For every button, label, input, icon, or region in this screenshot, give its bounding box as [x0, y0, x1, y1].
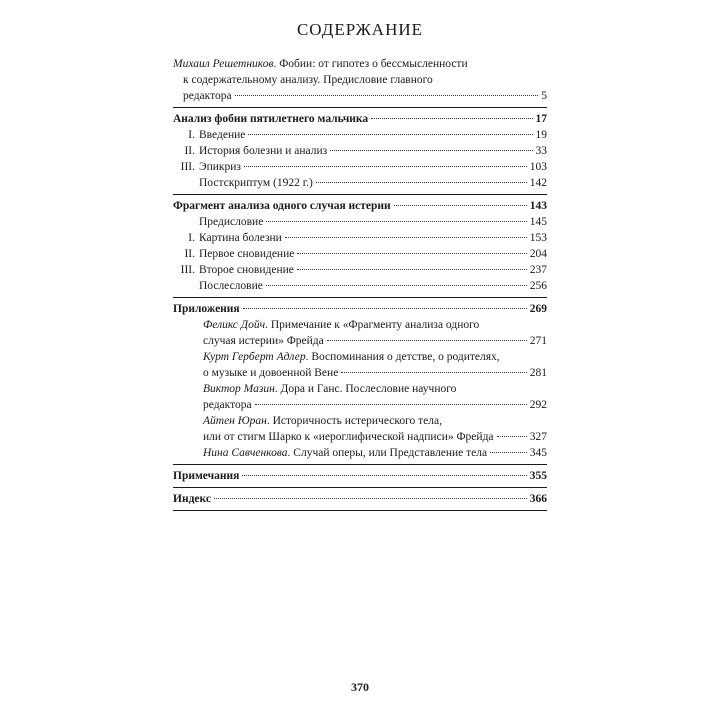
leader-dots [266, 221, 526, 222]
section2-title: Фрагмент анализа одного случая истерии [173, 200, 391, 212]
entry-page: 142 [529, 177, 547, 189]
leader-dots [244, 166, 527, 167]
appendix-author: Нина Савченкова [203, 447, 288, 459]
leader-dots [330, 150, 532, 151]
appendix-page: 281 [529, 367, 547, 379]
appendix-title-line2: или от стигм Шарко к «иероглифической надписи» Фрейда [203, 431, 494, 443]
appendix-title-line1: . Примечание к «Фрагменту анализа одного [265, 319, 480, 331]
section1-page: 17 [535, 113, 547, 125]
toc-entry-appendix-line2 [173, 365, 547, 381]
toc-section-1 [173, 111, 547, 127]
entry-number: I. [188, 129, 195, 141]
toc-section-3 [173, 301, 547, 317]
preface-title-line2: к содержательному анализу. Предисловие главного [183, 74, 433, 86]
toc-section-index [173, 491, 547, 507]
section3-page: 269 [529, 303, 547, 315]
toc-section-notes [173, 468, 547, 484]
leader-dots [285, 237, 527, 238]
entry-label: История болезни и анализ [199, 145, 328, 157]
appendix-author: Курт Герберт Адлер [203, 351, 306, 363]
leader-dots [235, 95, 539, 96]
section-divider [173, 464, 547, 465]
preface-page: 5 [541, 90, 547, 102]
entry-page: 204 [529, 248, 547, 260]
leader-dots [371, 118, 532, 119]
entry-label: Введение [199, 129, 246, 141]
toc-entry-appendix-line2 [173, 333, 547, 349]
leader-dots [316, 182, 527, 183]
section2-page: 143 [529, 200, 547, 212]
leader-dots [297, 269, 527, 270]
toc-entry-appendix-line1 [173, 381, 547, 397]
appendix-title-line1: . Дора и Ганс. Послесловие научного [274, 383, 457, 395]
entry-label: Первое сновидение [199, 248, 295, 260]
appendix-title-line1: . Воспоминания о детстве, о родителях, [305, 351, 500, 363]
entry-page: 145 [529, 216, 547, 228]
toc-entry-preface-line3 [173, 88, 547, 104]
preface-title-line1: . Фобии: от гипотез о бессмысленности [273, 58, 468, 70]
toc-entry-appendix-line1 [173, 349, 547, 365]
toc-entry [173, 175, 547, 191]
preface-title-line3: редактора [183, 90, 232, 102]
appendix-page: 271 [529, 335, 547, 347]
toc-entry-preface-line2 [173, 72, 547, 88]
toc-entry-appendix-line1 [173, 413, 547, 429]
appendix-author: Айтен Юран [203, 415, 267, 427]
entry-label: Предисловие [199, 216, 264, 228]
appendix-title-line2: случая истерии» Фрейда [203, 335, 324, 347]
appendix-page: 327 [529, 431, 547, 443]
entry-page: 19 [535, 129, 547, 141]
entry-page: 237 [529, 264, 547, 276]
leader-dots [214, 498, 527, 499]
toc-entry-appendix-line1 [173, 317, 547, 333]
appendix-author: Виктор Мазин [203, 383, 275, 395]
appendix-title-line2: о музыке и довоенной Вене [203, 367, 339, 379]
leader-dots [242, 475, 526, 476]
appendix-author: Феликс Дойч [203, 319, 266, 331]
toc-entry-appendix-line2 [173, 397, 547, 413]
entry-number: II. [184, 248, 195, 260]
entry-number: III. [180, 161, 195, 173]
entry-page: 103 [529, 161, 547, 173]
leader-dots [248, 134, 532, 135]
entry-number: I. [188, 232, 195, 244]
toc-entry [173, 159, 547, 175]
leader-dots [266, 285, 527, 286]
toc-section-2 [173, 198, 547, 214]
section3-title: Приложения [173, 303, 240, 315]
leader-dots [490, 452, 527, 453]
leader-dots [327, 340, 527, 341]
leader-dots [297, 253, 526, 254]
entry-label: Послесловие [199, 280, 263, 292]
leader-dots [497, 436, 527, 437]
index-page: 366 [529, 493, 547, 505]
entry-label: Картина болезни [199, 232, 282, 244]
toc-entry-appendix-line2 [173, 429, 547, 445]
toc-entry [173, 246, 547, 262]
toc-entry [173, 127, 547, 143]
entry-page: 256 [529, 280, 547, 292]
notes-title: Примечания [173, 470, 240, 482]
page-number: 370 [351, 680, 369, 694]
toc-entry-appendix-line1 [173, 445, 547, 461]
page-title: СОДЕРЖАНИЕ [296, 20, 424, 39]
section-divider [173, 194, 547, 195]
section-divider [173, 510, 547, 511]
preface-author: Михаил Решетников [173, 58, 274, 70]
leader-dots [255, 404, 527, 405]
entry-label: Второе сновидение [199, 264, 294, 276]
toc-entry-preface-line1 [173, 56, 547, 72]
section1-title: Анализ фобии пятилетнего мальчика [173, 113, 369, 125]
index-title: Индекс [173, 493, 211, 505]
toc-entry [173, 278, 547, 294]
leader-dots [243, 308, 527, 309]
toc-entry [173, 214, 547, 230]
appendix-page: 345 [529, 447, 547, 459]
toc-entry [173, 143, 547, 159]
leader-dots [341, 372, 526, 373]
entry-number: III. [180, 264, 195, 276]
table-of-contents [173, 56, 547, 514]
appendix-page: 292 [529, 399, 547, 411]
toc-entry [173, 262, 547, 278]
appendix-title-line1: . Случай оперы, или Представление тела [287, 447, 488, 459]
entry-page: 33 [535, 145, 547, 157]
leader-dots [394, 205, 527, 206]
notes-page: 355 [529, 470, 547, 482]
entry-number: II. [184, 145, 195, 157]
appendix-title-line1: . Историчность истерического тела, [266, 415, 442, 427]
appendix-title-line2: редактора [203, 399, 252, 411]
section-divider [173, 107, 547, 108]
entry-page: 153 [529, 232, 547, 244]
toc-entry [173, 230, 547, 246]
section-divider [173, 297, 547, 298]
entry-label: Постскриптум (1922 г.) [199, 177, 313, 189]
entry-label: Эпикриз [199, 161, 241, 173]
section-divider [173, 487, 547, 488]
